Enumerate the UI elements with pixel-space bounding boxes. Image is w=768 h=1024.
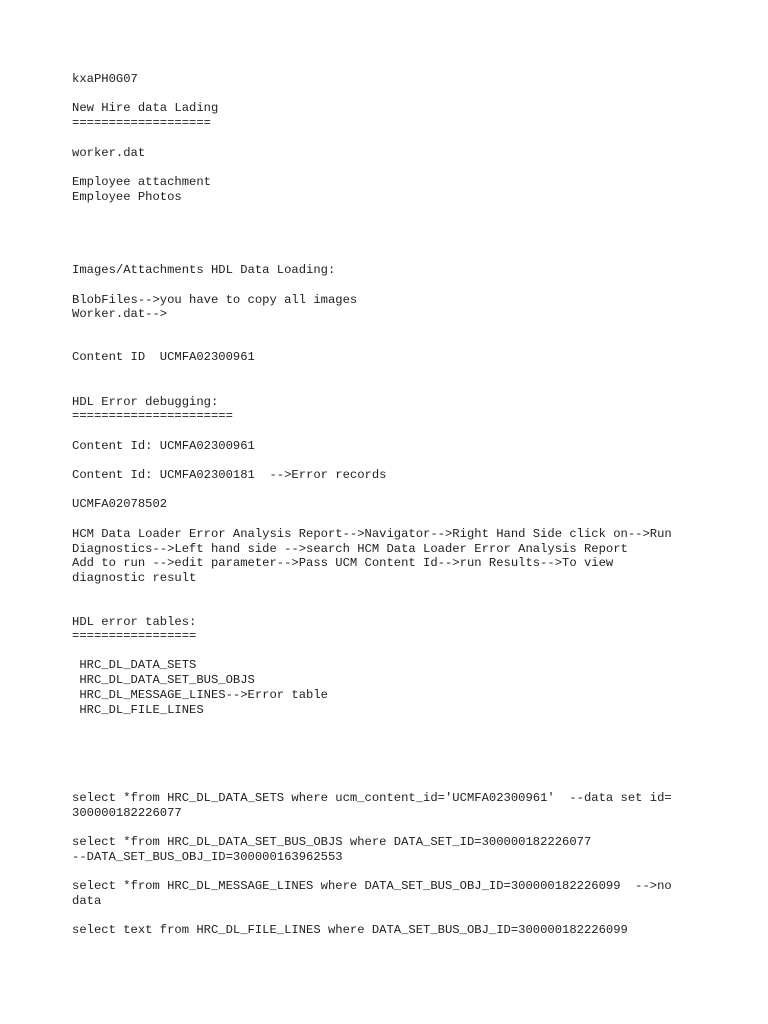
worker-file-name: worker.dat bbox=[72, 146, 146, 160]
error-debugging-title: HDL Error debugging: bbox=[72, 395, 219, 409]
error-tables-title: HDL error tables: bbox=[72, 615, 197, 629]
images-section-line: BlobFiles-->you have to copy all images bbox=[72, 293, 358, 307]
report-step: Diagnostics-->Left hand side -->search HCM Data Loader Error Analysis Report bbox=[72, 542, 628, 556]
error-debugging-underline: ====================== bbox=[72, 409, 233, 423]
images-section-title: Images/Attachments HDL Data Loading: bbox=[72, 263, 336, 277]
ucm-id: UCMFA02078502 bbox=[72, 497, 168, 511]
new-hire-title: New Hire data Lading bbox=[72, 101, 219, 115]
query-line: select *from HRC_DL_DATA_SET_BUS_OBJS where DATA_SET_ID=300000182226077 bbox=[72, 835, 592, 849]
content-id-1: Content Id: UCMFA02300961 bbox=[72, 439, 255, 453]
content-id-line: Content ID UCMFA02300961 bbox=[72, 350, 255, 364]
header-code: kxaPH0G07 bbox=[72, 72, 138, 86]
error-tables-underline: ================= bbox=[72, 629, 197, 643]
report-step: diagnostic result bbox=[72, 571, 197, 585]
query-line: --DATA_SET_BUS_OBJ_ID=300000163962553 bbox=[72, 850, 343, 864]
query-line: select text from HRC_DL_FILE_LINES where DATA_SET_BUS_OBJ_ID=300000182226099 bbox=[72, 923, 628, 937]
query-line: data bbox=[72, 894, 102, 908]
new-hire-item: Employee Photos bbox=[72, 190, 182, 204]
new-hire-underline: =================== bbox=[72, 116, 211, 130]
images-section-line: Worker.dat--> bbox=[72, 307, 168, 321]
error-table-name: HRC_DL_MESSAGE_LINES-->Error table bbox=[72, 688, 328, 702]
report-step: HCM Data Loader Error Analysis Report-->Navigator-->Right Hand Side click on-->Run bbox=[72, 527, 672, 541]
error-table-name: HRC_DL_DATA_SETS bbox=[72, 658, 197, 672]
content-id-2: Content Id: UCMFA02300181 -->Error records bbox=[72, 468, 387, 482]
new-hire-item: Employee attachment bbox=[72, 175, 211, 189]
report-step: Add to run -->edit parameter-->Pass UCM Content Id-->run Results-->To view bbox=[72, 556, 614, 570]
query-line: select *from HRC_DL_DATA_SETS where ucm_content_id='UCMFA02300961' --data set id= bbox=[72, 791, 672, 805]
query-line: select *from HRC_DL_MESSAGE_LINES where DATA_SET_BUS_OBJ_ID=300000182226099 -->no bbox=[72, 879, 672, 893]
query-line: 300000182226077 bbox=[72, 806, 182, 820]
error-table-name: HRC_DL_DATA_SET_BUS_OBJS bbox=[72, 673, 255, 687]
error-table-name: HRC_DL_FILE_LINES bbox=[72, 703, 204, 717]
